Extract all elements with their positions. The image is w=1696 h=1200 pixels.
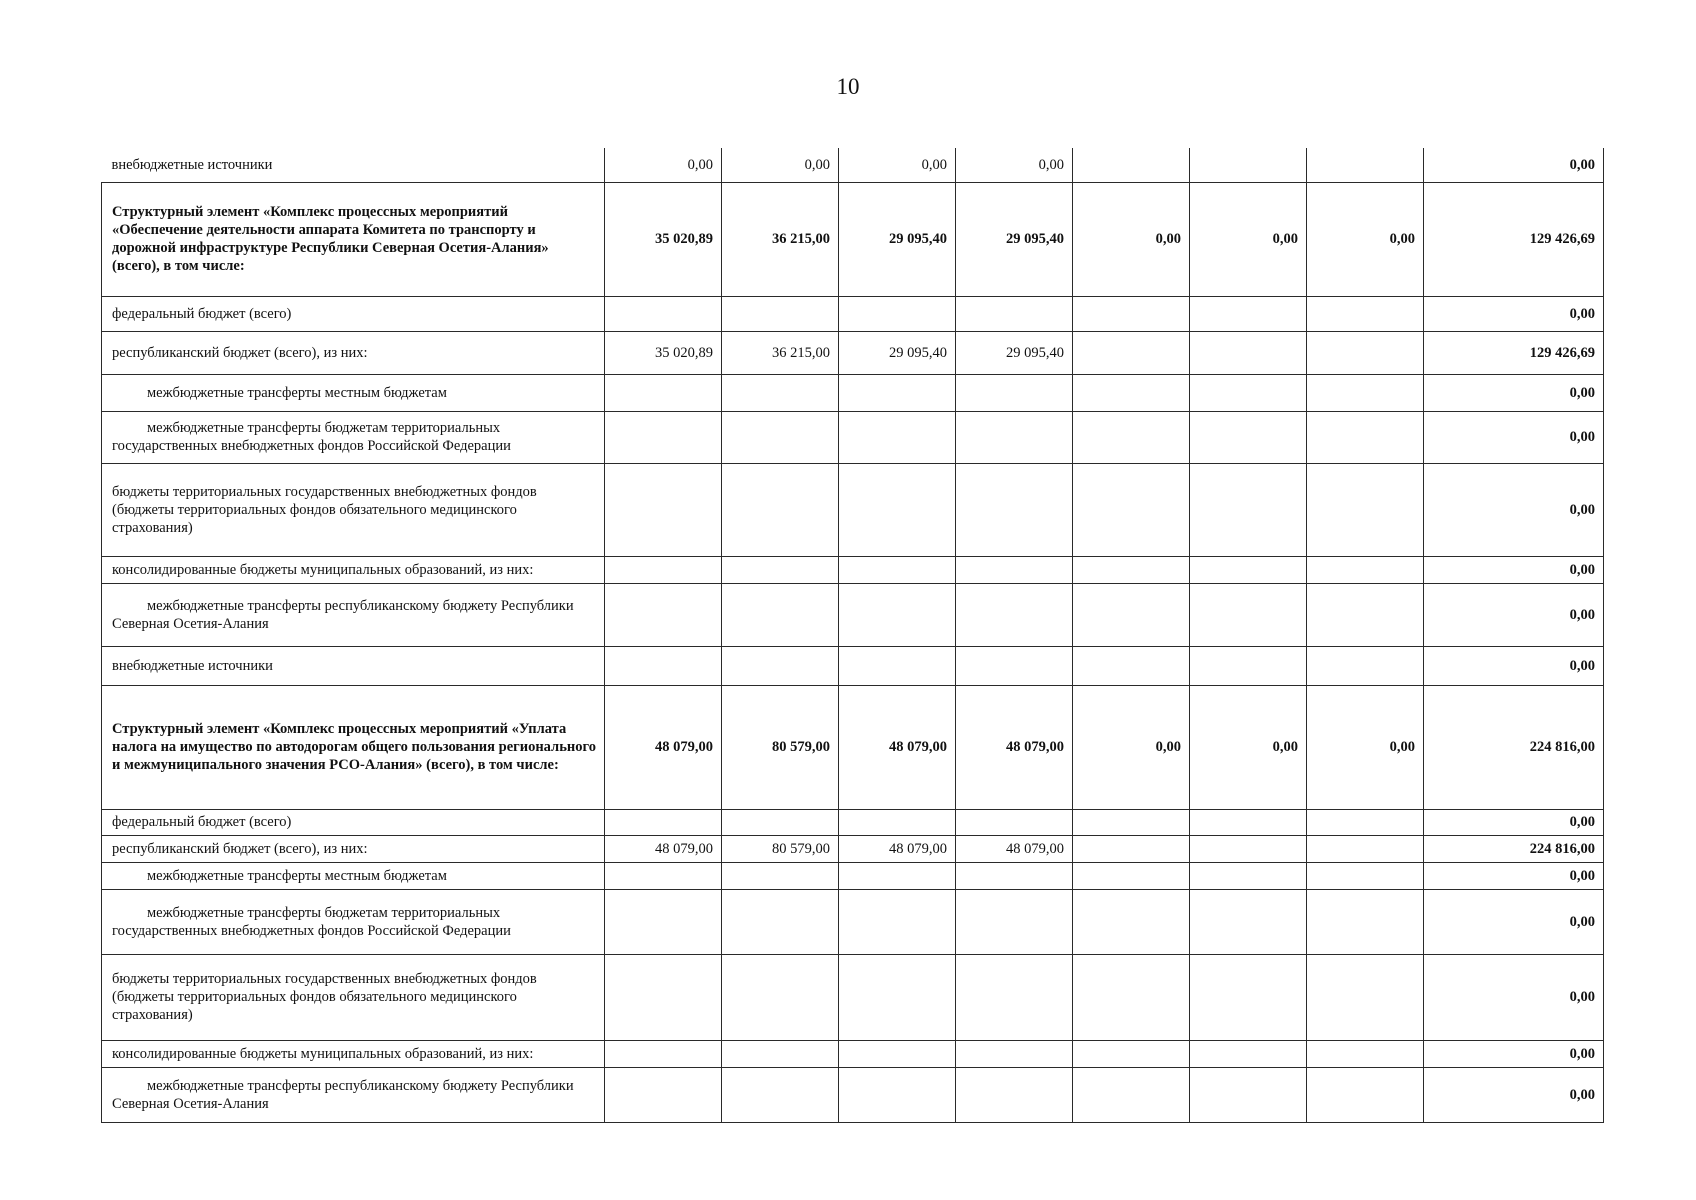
cell-value <box>956 463 1073 556</box>
cell-value <box>722 463 839 556</box>
row-label: внебюджетные источники <box>102 148 605 182</box>
cell-value <box>605 296 722 331</box>
cell-total: 129 426,69 <box>1424 182 1604 296</box>
cell-total: 0,00 <box>1424 556 1604 583</box>
table-row <box>102 182 1604 296</box>
cell-value <box>839 296 956 331</box>
row-label: консолидированные бюджеты муниципальных образований, из них: <box>102 1040 605 1067</box>
cell-value <box>1190 1067 1307 1122</box>
cell-value <box>1073 331 1190 374</box>
cell-value <box>1307 889 1424 954</box>
cell-value: 48 079,00 <box>839 685 956 809</box>
row-label: Структурный элемент «Комплекс процессных мероприятий «Уплата налога на имущество по автодорогам общего пользования регионального и межмуниципального значения РСО-Алания» (всего), в том числе: <box>102 685 605 809</box>
table-row <box>102 411 1604 463</box>
cell-value <box>722 583 839 646</box>
table-row <box>102 331 1604 374</box>
table-row <box>102 889 1604 954</box>
cell-value <box>722 374 839 411</box>
row-label: межбюджетные трансферты местным бюджетам <box>102 374 605 411</box>
cell-value <box>605 463 722 556</box>
cell-value: 0,00 <box>956 148 1073 182</box>
cell-value: 29 095,40 <box>956 331 1073 374</box>
cell-value <box>1190 835 1307 862</box>
cell-total: 129 426,69 <box>1424 331 1604 374</box>
cell-total: 0,00 <box>1424 374 1604 411</box>
row-label: республиканский бюджет (всего), из них: <box>102 835 605 862</box>
cell-value <box>1190 411 1307 463</box>
cell-value <box>956 296 1073 331</box>
cell-value: 0,00 <box>1307 685 1424 809</box>
row-label: межбюджетные трансферты бюджетам территориальных государственных внебюджетных фондов Российской Федерации <box>102 889 605 954</box>
cell-value <box>956 1067 1073 1122</box>
cell-value <box>722 1067 839 1122</box>
table-row <box>102 1067 1604 1122</box>
cell-value <box>1307 646 1424 685</box>
cell-total: 224 816,00 <box>1424 835 1604 862</box>
cell-total: 0,00 <box>1424 1067 1604 1122</box>
cell-value: 36 215,00 <box>722 182 839 296</box>
row-label: межбюджетные трансферты бюджетам территориальных государственных внебюджетных фондов Российской Федерации <box>102 411 605 463</box>
cell-value <box>839 463 956 556</box>
cell-value <box>722 954 839 1040</box>
cell-value <box>722 862 839 889</box>
cell-value <box>605 889 722 954</box>
cell-value <box>1307 374 1424 411</box>
row-label: бюджеты территориальных государственных внебюджетных фондов (бюджеты территориальных фондов обязательного медицинского страхования) <box>102 954 605 1040</box>
cell-value <box>1307 148 1424 182</box>
cell-value <box>956 862 1073 889</box>
cell-value <box>956 889 1073 954</box>
cell-total: 0,00 <box>1424 809 1604 835</box>
row-label: бюджеты территориальных государственных внебюджетных фондов (бюджеты территориальных фондов обязательного медицинского страхования) <box>102 463 605 556</box>
cell-value <box>1307 809 1424 835</box>
cell-value <box>722 296 839 331</box>
cell-value <box>1073 809 1190 835</box>
cell-value <box>1073 148 1190 182</box>
cell-value <box>722 809 839 835</box>
cell-value <box>1190 954 1307 1040</box>
cell-value <box>1307 1040 1424 1067</box>
cell-value: 35 020,89 <box>605 331 722 374</box>
cell-value <box>605 556 722 583</box>
cell-total: 0,00 <box>1424 296 1604 331</box>
cell-value <box>839 809 956 835</box>
row-label: внебюджетные источники <box>102 646 605 685</box>
cell-value <box>1307 835 1424 862</box>
cell-value <box>1307 954 1424 1040</box>
cell-value <box>956 374 1073 411</box>
cell-value <box>1073 646 1190 685</box>
cell-value <box>1073 862 1190 889</box>
cell-value <box>605 809 722 835</box>
cell-value: 80 579,00 <box>722 685 839 809</box>
cell-value <box>605 1067 722 1122</box>
cell-value: 29 095,40 <box>839 331 956 374</box>
cell-value: 0,00 <box>839 148 956 182</box>
cell-value <box>605 1040 722 1067</box>
table-row <box>102 374 1604 411</box>
cell-total: 0,00 <box>1424 646 1604 685</box>
cell-value <box>722 646 839 685</box>
row-label: межбюджетные трансферты республиканскому бюджету Республики Северная Осетия-Алания <box>102 583 605 646</box>
cell-value: 48 079,00 <box>605 835 722 862</box>
table-row <box>102 1040 1604 1067</box>
cell-value <box>956 1040 1073 1067</box>
cell-value: 0,00 <box>1190 685 1307 809</box>
cell-value <box>1073 954 1190 1040</box>
cell-value: 80 579,00 <box>722 835 839 862</box>
cell-value <box>839 954 956 1040</box>
row-label: межбюджетные трансферты местным бюджетам <box>102 862 605 889</box>
cell-value: 0,00 <box>605 148 722 182</box>
table-row <box>102 862 1604 889</box>
cell-value: 48 079,00 <box>839 835 956 862</box>
cell-value <box>839 889 956 954</box>
cell-value <box>1190 583 1307 646</box>
cell-value <box>605 374 722 411</box>
cell-value <box>722 556 839 583</box>
cell-value <box>839 556 956 583</box>
cell-value: 29 095,40 <box>839 182 956 296</box>
cell-value <box>1307 463 1424 556</box>
cell-value <box>839 862 956 889</box>
cell-value <box>605 862 722 889</box>
cell-total: 0,00 <box>1424 889 1604 954</box>
cell-total: 0,00 <box>1424 862 1604 889</box>
cell-value <box>722 889 839 954</box>
cell-value: 36 215,00 <box>722 331 839 374</box>
cell-value <box>1190 862 1307 889</box>
cell-value <box>1190 889 1307 954</box>
cell-value <box>839 1040 956 1067</box>
cell-total: 0,00 <box>1424 583 1604 646</box>
cell-value <box>839 1067 956 1122</box>
cell-value <box>1073 1040 1190 1067</box>
cell-value <box>956 583 1073 646</box>
cell-value <box>1190 809 1307 835</box>
cell-value <box>1073 1067 1190 1122</box>
cell-total: 0,00 <box>1424 463 1604 556</box>
cell-value <box>605 954 722 1040</box>
cell-value <box>1307 583 1424 646</box>
cell-value: 0,00 <box>1307 182 1424 296</box>
cell-value <box>722 411 839 463</box>
cell-value <box>1190 556 1307 583</box>
cell-value: 29 095,40 <box>956 182 1073 296</box>
cell-total: 0,00 <box>1424 1040 1604 1067</box>
table-row <box>102 646 1604 685</box>
cell-value: 0,00 <box>1073 182 1190 296</box>
table-row <box>102 809 1604 835</box>
row-label: федеральный бюджет (всего) <box>102 296 605 331</box>
cell-value <box>1190 331 1307 374</box>
cell-value <box>1073 411 1190 463</box>
cell-total: 0,00 <box>1424 148 1604 182</box>
cell-value: 0,00 <box>1190 182 1307 296</box>
cell-total: 0,00 <box>1424 411 1604 463</box>
cell-value <box>1190 1040 1307 1067</box>
cell-value <box>956 556 1073 583</box>
cell-value: 35 020,89 <box>605 182 722 296</box>
cell-value <box>1190 374 1307 411</box>
table-row <box>102 556 1604 583</box>
table-row <box>102 954 1604 1040</box>
cell-value <box>1190 463 1307 556</box>
cell-value <box>1073 835 1190 862</box>
budget-table <box>101 148 1604 1123</box>
cell-value <box>839 646 956 685</box>
cell-value <box>1073 889 1190 954</box>
cell-value: 48 079,00 <box>956 835 1073 862</box>
cell-value <box>605 646 722 685</box>
table-row <box>102 685 1604 809</box>
table-row <box>102 583 1604 646</box>
row-label: консолидированные бюджеты муниципальных образований, из них: <box>102 556 605 583</box>
cell-value <box>1307 1067 1424 1122</box>
cell-value <box>1190 646 1307 685</box>
cell-value <box>1307 862 1424 889</box>
cell-total: 0,00 <box>1424 954 1604 1040</box>
cell-value <box>605 411 722 463</box>
cell-value: 48 079,00 <box>956 685 1073 809</box>
table-row <box>102 463 1604 556</box>
cell-value <box>1190 296 1307 331</box>
cell-value: 0,00 <box>722 148 839 182</box>
row-label: республиканский бюджет (всего), из них: <box>102 331 605 374</box>
page-number: 10 <box>836 74 860 99</box>
cell-value <box>1190 148 1307 182</box>
cell-value <box>839 411 956 463</box>
cell-value <box>722 1040 839 1067</box>
cell-value <box>839 374 956 411</box>
cell-value <box>605 583 722 646</box>
cell-value <box>1307 296 1424 331</box>
cell-value <box>956 809 1073 835</box>
cell-value <box>1307 556 1424 583</box>
cell-value <box>1073 463 1190 556</box>
cell-total: 224 816,00 <box>1424 685 1604 809</box>
cell-value <box>956 954 1073 1040</box>
cell-value <box>1307 411 1424 463</box>
cell-value <box>1307 331 1424 374</box>
cell-value <box>1073 583 1190 646</box>
table-row <box>102 835 1604 862</box>
cell-value <box>1073 296 1190 331</box>
cell-value <box>1073 374 1190 411</box>
cell-value: 48 079,00 <box>605 685 722 809</box>
cell-value <box>839 583 956 646</box>
row-label: федеральный бюджет (всего) <box>102 809 605 835</box>
cell-value <box>956 646 1073 685</box>
table-row <box>102 148 1604 182</box>
table-row <box>102 296 1604 331</box>
row-label: межбюджетные трансферты республиканскому бюджету Республики Северная Осетия-Алания <box>102 1067 605 1122</box>
cell-value <box>1073 556 1190 583</box>
cell-value: 0,00 <box>1073 685 1190 809</box>
row-label: Структурный элемент «Комплекс процессных мероприятий «Обеспечение деятельности аппарата Комитета по транспорту и дорожной инфраструктуре Республики Северная Осетия-Алания» (всего), в том числе: <box>102 182 605 296</box>
cell-value <box>956 411 1073 463</box>
